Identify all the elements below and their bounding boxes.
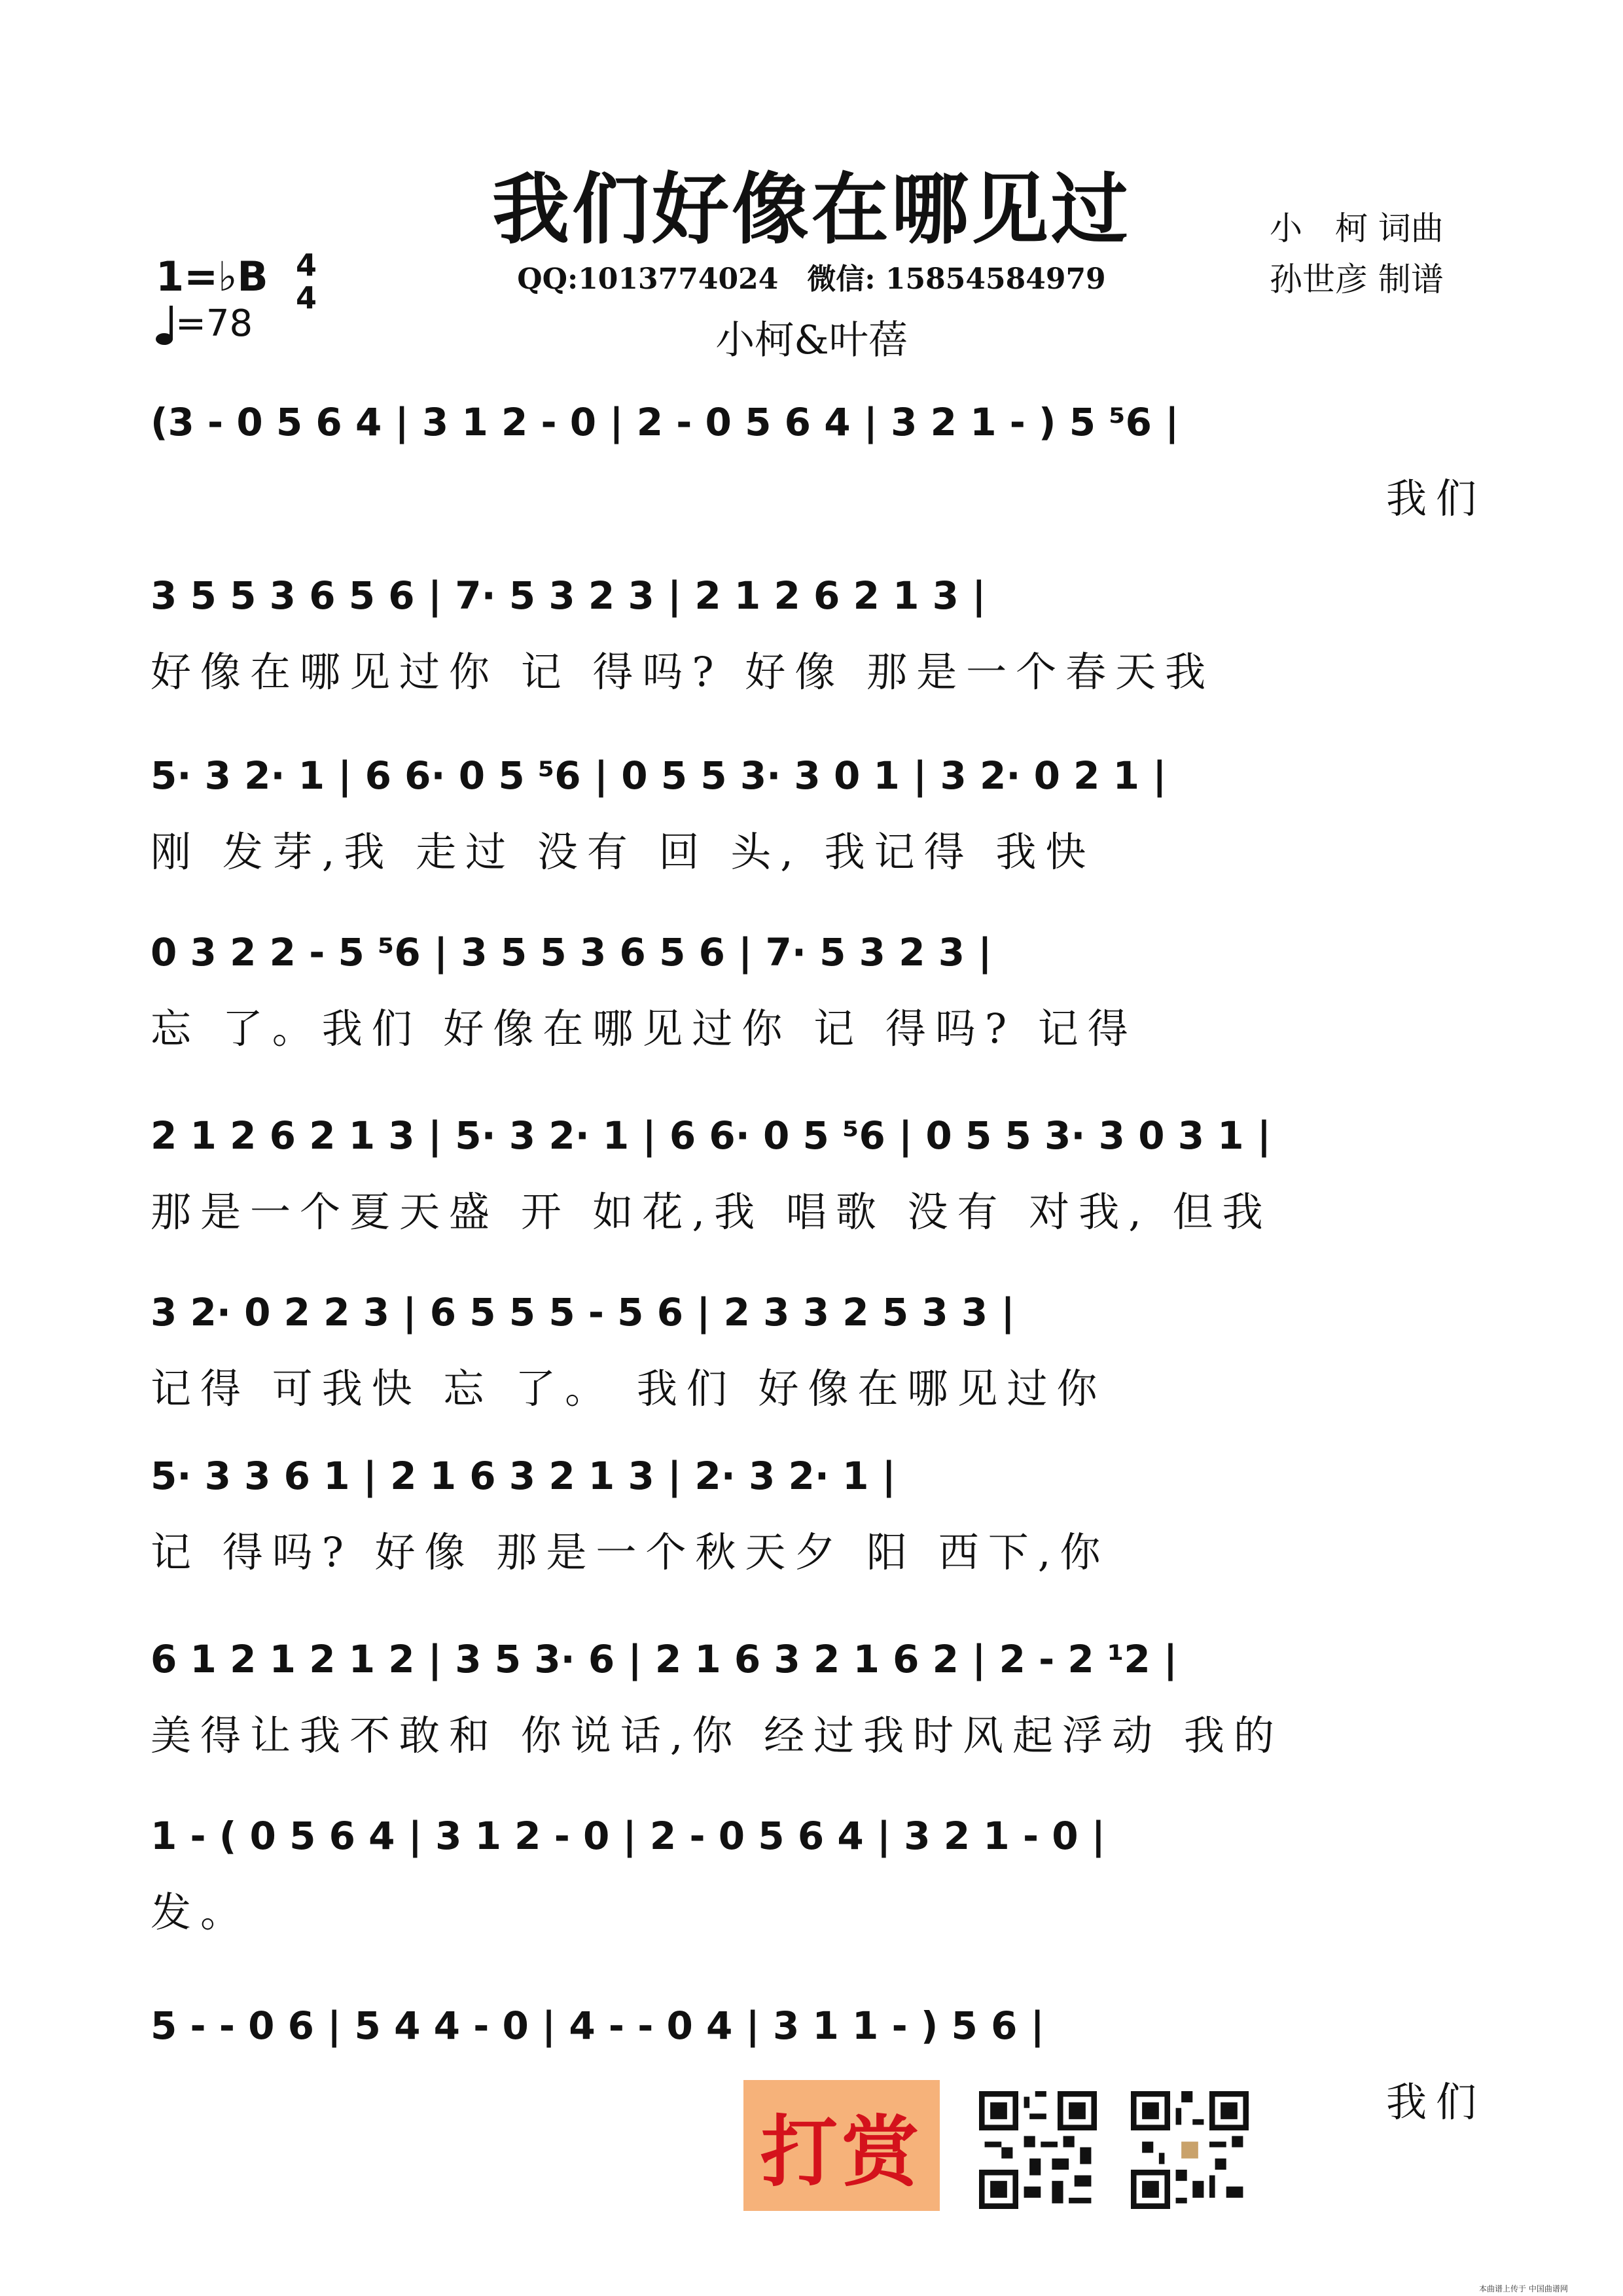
credit-score: 孙世彦 制谱: [1270, 260, 1444, 298]
lyrics-line: 记 得吗? 好像 那是一个秋天夕 阳 西下,你: [151, 1528, 1110, 1576]
lyrics-line: 发。: [151, 1888, 251, 1936]
lyrics-line: 刚 发芽,我 走过 没有 回 头, 我记得 我快: [151, 828, 1096, 876]
lyrics-line: 好像在哪见过你 记 得吗? 好像 那是一个春天我: [151, 648, 1215, 696]
key-signature: [156, 249, 352, 353]
tempo-marking: [156, 302, 253, 345]
lyrics-line: 我们: [1385, 475, 1486, 522]
notation-line: (3 - 0 5 6 4 | 3 1 2 - 0 | 2 - 0 5 6 4 | 3 2 1 - ) 5 ⁵6 |: [151, 400, 1179, 444]
quarter-note-icon: [156, 306, 175, 345]
footer-note: 本曲谱上传于 中国曲谱网: [1479, 2284, 1568, 2293]
notation-line: 0 3 2 2 - 5 ⁵6 | 3 5 5 3 6 5 6 | 7· 5 3 2 3 |: [151, 930, 992, 975]
reward-button[interactable]: 打赏: [743, 2080, 940, 2211]
qr-code-left-icon: [979, 2091, 1097, 2209]
notation-line: 6 1 2 1 2 1 2 | 3 5 3· 6 | 2 1 6 3 2 1 6 2 | 2 - 2 ¹2 |: [151, 1637, 1178, 1681]
notation-line: 1 - ( 0 5 6 4 | 3 1 2 - 0 | 2 - 0 5 6 4 | 3 2 1 - 0 |: [151, 1814, 1105, 1858]
page-title: 我们好像在哪见过: [491, 164, 1131, 255]
qr-code-right-icon: [1131, 2091, 1249, 2209]
notation-line: 5 - - 0 6 | 5 4 4 - 0 | 4 - - 0 4 | 3 1 1 - ) 5 6 |: [151, 2003, 1044, 2048]
tempo-value: =78: [175, 302, 253, 345]
lyrics-line: 忘 了。我们 好像在哪见过你 记 得吗? 记得: [151, 1005, 1137, 1052]
lyrics-line: 记得 可我快 忘 了。 我们 好像在哪见过你: [151, 1365, 1107, 1412]
singer-line: 小柯&叶蓓: [715, 317, 908, 363]
notation-line: 3 2· 0 2 2 3 | 6 5 5 5 - 5 6 | 2 3 3 2 5 3 3 |: [151, 1290, 1015, 1335]
notation-line: 2 1 2 6 2 1 3 | 5· 3 2· 1 | 6 6· 0 5 ⁵6 | 0 5 5 3· 3 0 3 1 |: [151, 1113, 1272, 1158]
credit-lyrics: 小 柯 词曲: [1270, 209, 1444, 247]
time-top: 4: [295, 247, 317, 283]
time-bottom: 4: [295, 280, 317, 315]
key-text: 1=♭B: [156, 253, 268, 300]
notation-line: 5· 3 2· 1 | 6 6· 0 5 ⁵6 | 0 5 5 3· 3 0 1 | 3 2· 0 2 1 |: [151, 753, 1167, 798]
qr-code-icon: [979, 2091, 1097, 2209]
notation-line: 3 5 5 3 6 5 6 | 7· 5 3 2 3 | 2 1 2 6 2 1 3 |: [151, 573, 986, 618]
time-signature: [290, 249, 323, 314]
lyrics-line: 美得让我不敢和 你说话,你 经过我时风起浮动 我的: [151, 1712, 1283, 1759]
lyrics-line: 我们: [1385, 2078, 1486, 2126]
notation-line: 5· 3 3 6 1 | 2 1 6 3 2 1 3 | 2· 3 2· 1 |: [151, 1454, 896, 1498]
lyrics-line: 那是一个夏天盛 开 如花,我 唱歌 没有 对我, 但我: [151, 1188, 1272, 1236]
contact-line: QQ:1013774024 微信: 15854584979: [517, 262, 1106, 296]
qr-code-icon: [1131, 2091, 1249, 2209]
